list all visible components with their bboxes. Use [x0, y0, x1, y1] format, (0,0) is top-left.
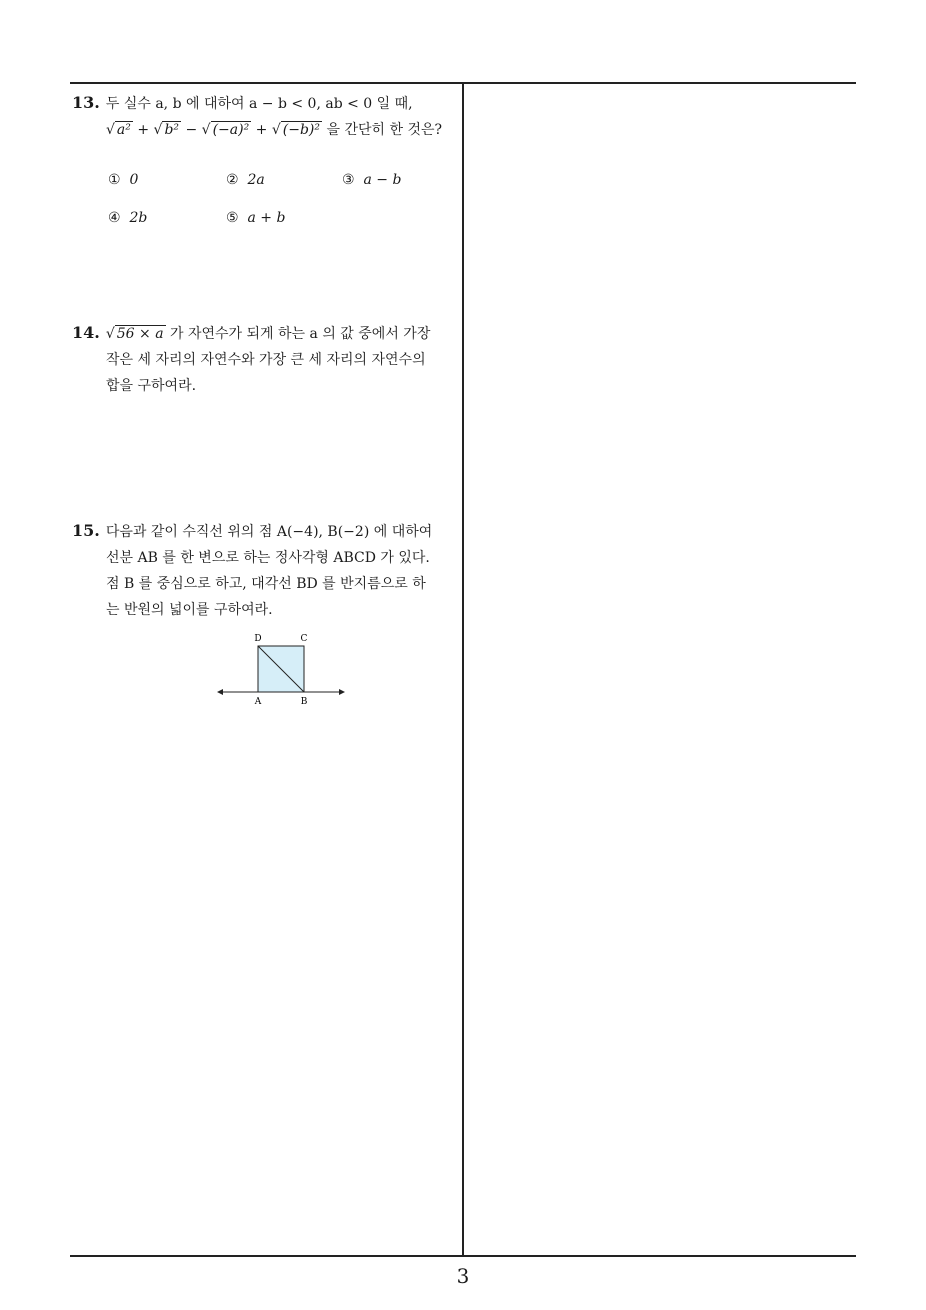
q15-text-line1: 다음과 같이 수직선 위의 점 A(−4), B(−2) 에 대하여 [105, 524, 433, 540]
label-a: A [254, 697, 262, 707]
q13-number: 13. [72, 93, 100, 112]
choice-mark: ② [226, 172, 239, 188]
q13-choice-5[interactable] [226, 210, 285, 226]
q13-choice-4[interactable] [108, 210, 147, 226]
bottom-rule [70, 1255, 856, 1257]
choice-mark: ③ [342, 172, 355, 188]
choice-text: a + b [247, 210, 286, 226]
q15-line1 [72, 518, 456, 545]
label-c: C [300, 634, 308, 644]
q14-line1-tail: 가 자연수가 되게 하는 a 의 값 중에서 가장 [170, 326, 431, 342]
q14-line3: 합을 구하여라. [106, 378, 197, 394]
q13-sqrt-a2: a² [116, 122, 131, 138]
question-14 [72, 320, 456, 399]
choice-text: 2b [129, 210, 148, 226]
choice-mark: ④ [108, 210, 121, 226]
q15-line3: 점 B 를 중심으로 하고, 대각선 BD 를 반지름으로 하 [106, 576, 426, 592]
q13-choice-1[interactable] [108, 172, 138, 188]
q14-line2: 작은 세 자리의 자연수와 가장 큰 세 자리의 자연수의 [106, 352, 426, 368]
label-b: B [300, 697, 308, 707]
q14-number: 14. [72, 323, 100, 342]
choice-text: 2a [247, 172, 265, 188]
column-divider [462, 82, 464, 1257]
q14-line1: 14. √ 56 × a 가 자연수가 되게 하는 a 의 값 중에서 가장 [72, 323, 431, 342]
choice-text: a − b [363, 172, 402, 188]
question-13 [72, 90, 456, 143]
q14-radicand: 56 × a [116, 326, 164, 342]
q15-figure [214, 630, 348, 710]
q13-sqrt-neg-a2: (−a)² [212, 122, 250, 138]
q13-sqrt-neg-b2: (−b)² [282, 122, 321, 138]
choice-mark: ① [108, 172, 121, 188]
q15-line4: 는 반원의 넓이를 구하여라. [106, 602, 273, 618]
choice-mark: ⑤ [226, 210, 239, 226]
question-15 [72, 518, 456, 623]
q15-line2: 선분 AB 를 한 변으로 하는 정사각형 ABCD 가 있다. [106, 550, 430, 566]
q13-line1 [72, 90, 456, 117]
q13-line2: √ a² + √ b² − √ (−a)² + √ (−b)² 을 간단히 한 것은? [106, 122, 442, 138]
q13-line2-tail: 을 간단히 한 것은? [326, 122, 442, 138]
q13-choice-2[interactable] [226, 172, 265, 188]
q13-choice-3[interactable] [342, 172, 401, 188]
q13-sqrt-b2: b² [164, 122, 180, 138]
choice-text: 0 [129, 172, 139, 188]
label-d: D [254, 634, 262, 644]
q13-text-line1: 두 실수 a, b 에 대하여 a − b < 0, ab < 0 일 때, [105, 96, 413, 112]
page-number: 3 [456, 1264, 470, 1288]
q15-number: 15. [72, 521, 100, 540]
